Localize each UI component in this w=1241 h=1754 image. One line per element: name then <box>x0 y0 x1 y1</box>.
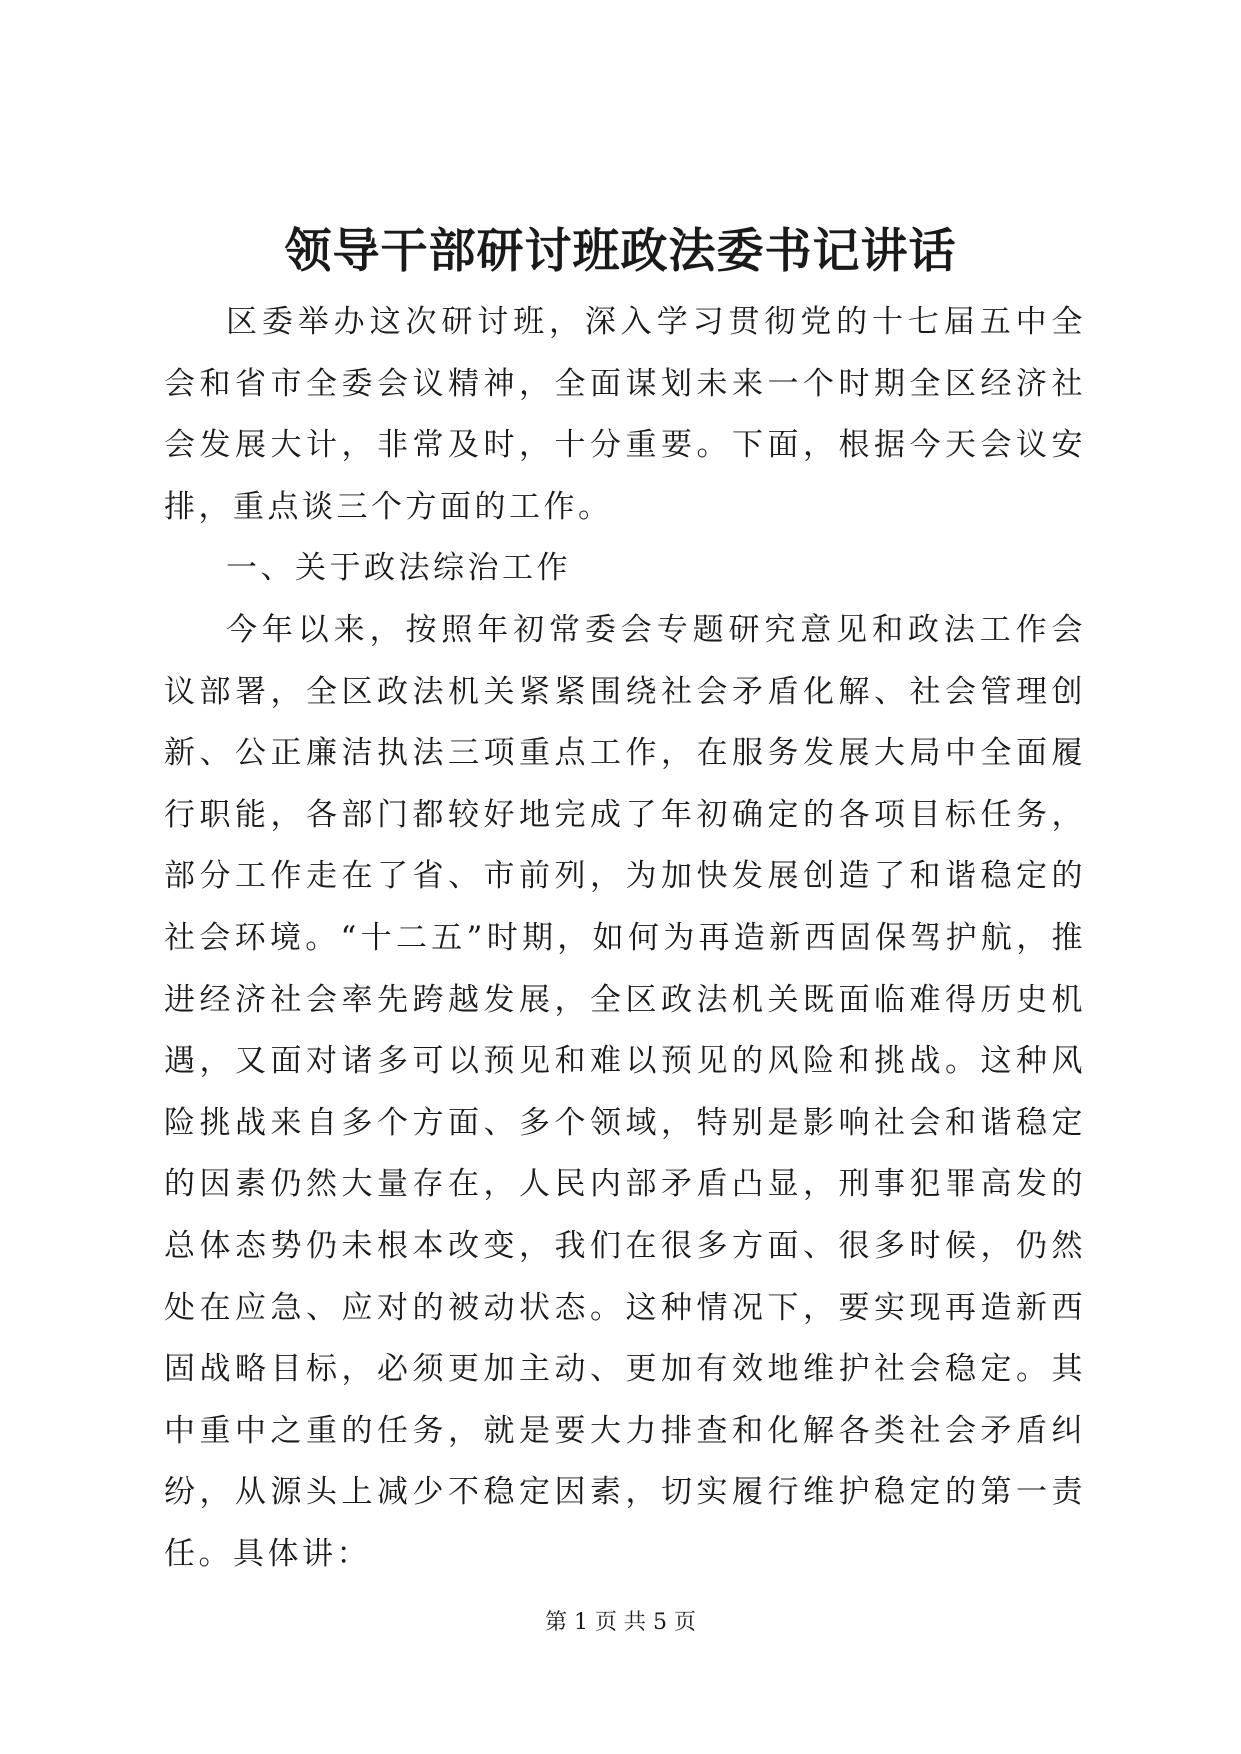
page-footer <box>0 1608 1241 1638</box>
document-title: 领导干部研讨班政法委书记讲话 <box>284 224 957 279</box>
document-body <box>164 292 1086 1585</box>
page-number-label: 第 1 页 共 5 页 <box>545 1610 696 1635</box>
section-heading: 一、关于政法综治工作 <box>226 550 571 587</box>
intro-paragraph: 区委举办这次研讨班，深入学习贯彻党的十七届五中全会和省市全委会议精神，全面谋划未来一个时期全区经济社会发展大计，非常及时，十分重要。下面，根据今天会议安排，重点谈三个方面的工作。 <box>164 304 1086 525</box>
body-paragraph: 今年以来，按照年初常委会专题研究意见和政法工作会议部署，全区政法机关紧紧围绕社会矛盾化解、社会管理创新、公正廉洁执法三项重点工作，在服务发展大局中全面履行职能，各部门都较好地完成了年初确定的各项目标任务，部分工作走在了省、市前列，为加快发展创造了和谐稳定的社会环境。“十二五”时期，如何为再造新西固保驾护航，推进经济社会率先跨越发展，全区政法机关既面临难得历史机遇，又面对诸多可以预见和难以预见的风险和挑战。这种风险挑战来自多个方面、多个领域，特别是影响社会和谐稳定的因素仍然大量存在，人民内部矛盾凸显，刑事犯罪高发的总体态势仍未根本改变，我们在很多方面、很多时候，仍然处在应急、应对的被动状态。这种情况下，要实现再造新西固战略目标，必须更加主动、更加有效地维护社会稳定。其中重中之重的任务，就是要大力排查和化解各类社会矛盾纠纷，从源头上减少不稳定因素，切实履行维护稳定的第一责任。具体讲： <box>164 611 1086 1572</box>
